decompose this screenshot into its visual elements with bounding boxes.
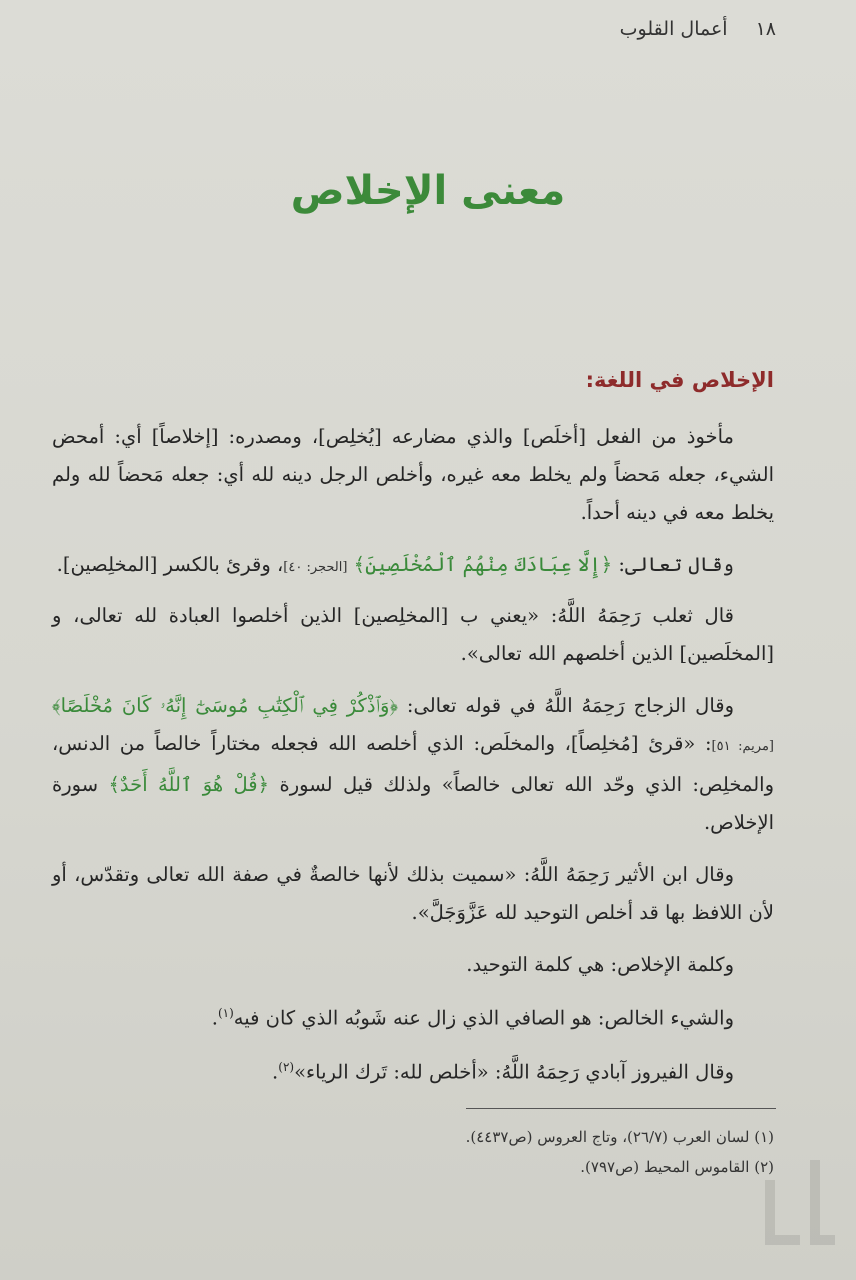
book-title: أعمال القلوب [619, 18, 728, 40]
footnote-mark-1: (١) [217, 1006, 234, 1020]
page-number: ١٨ [755, 18, 776, 40]
verse-ref-1: [الحجر: ٤٠] [283, 560, 348, 575]
paragraph-5: وقال ابن الأثير رَحِمَهُ اللَّهُ: «سميت بذلك لأنها خالصةٌ في صفة الله تعالى وتقدّس، أو لأن اللافظ بها قد أخلص التوحيد لله عَزَّوَجَلَّ». [52, 863, 774, 924]
paragraph-1: مأخوذ من الفعل [أخلَص] والذي مضارعه [يُخلِص]، ومصدره: [إخلاصاً] أي: أمحض الشيء، جعله مَحضاً ولم يخلط معه غيره، وأخلص الرجل دينه لله أي: جعله مَحضاً لله ولم يخلط معه في دينه أحداً. [52, 425, 774, 524]
paragraph-4-middle: : «قرئ [مُخلِصاً]، والمخلَص: الذي أخلصه الله فجعله مختاراً خالصاً من الدنس، والمخلِص: الذي وحّد الله تعالى خالصاً» ولذلك قيل لسورة [52, 732, 774, 796]
paragraph-8: وقال الفيروز آبادي رَحِمَهُ اللَّهُ: «أخلص لله: تَرك الرياء»$^{(٢)}$. [272, 1059, 734, 1083]
paragraph-7: والشيء الخالص: هو الصافي الذي زال عنه شَوبُه الذي كان فيه$^{(١)}$. [211, 1006, 734, 1030]
quran-verse-1: ﴿إِلَّا عِبَادَكَ مِنْهُمُ ٱلْمُخْلَصِينَ﴾ [353, 553, 613, 576]
paragraph-4-tail: سورة الإخلاص. [52, 773, 774, 834]
verse-ref-2: [مريم: ٥١] [711, 739, 774, 754]
footnote-1: (١) لسان العرب (٢٦/٧)، وتاج العروس (ص٤٤٣٧). [465, 1128, 774, 1146]
body-text [52, 418, 774, 1101]
paragraph-4-lead: وقال الزجاج رَحِمَهُ اللَّهُ في قوله تعالى: [398, 694, 734, 717]
watermark-logo-icon [760, 1150, 840, 1250]
quran-verse-3: ﴿قُلْ هُوَ ٱللَّهُ أَحَدٌ﴾ [108, 773, 270, 796]
paragraph-2-lead: وقال تعالى: [612, 553, 734, 576]
section-heading: الإخلاص في اللغة: [585, 368, 774, 392]
paragraph-2-tail: ، وقرئ بالكسر [المخلِصين]. [56, 553, 284, 576]
paragraph-8-text: وقال الفيروز آبادي رَحِمَهُ اللَّهُ: «أخلص لله: تَرك الرياء» [294, 1060, 734, 1083]
footnote-2: (٢) القاموس المحيط (ص٧٩٧). [580, 1158, 774, 1176]
paragraph-2 [52, 546, 774, 587]
chapter-title: معنى الإخلاص [290, 168, 566, 214]
paragraph-7-text: والشيء الخالص: هو الصافي الذي زال عنه شَوبُه الذي كان فيه [233, 1006, 734, 1030]
footnotes [52, 1122, 774, 1182]
paragraph-6: وكلمة الإخلاص: هي كلمة التوحيد. [466, 953, 734, 976]
paragraph-4 [52, 687, 774, 842]
footnote-mark-2: (٢) [278, 1059, 295, 1074]
running-header [40, 18, 776, 40]
paragraph-3: قال ثعلب رَحِمَهُ اللَّهُ: «يعني ب [المخلِصين] الذين أخلصوا العبادة لله تعالى، و [المخلَصين] الذين أخلصهم الله تعالى». [52, 604, 774, 665]
footnote-divider [466, 1108, 776, 1109]
quran-verse-2: ﴿وَٱذْكُرْ فِي ٱلْكِتَٰبِ مُوسَىٰٓ إِنَّهُۥ كَانَ مُخْلَصًا﴾ [52, 694, 399, 717]
